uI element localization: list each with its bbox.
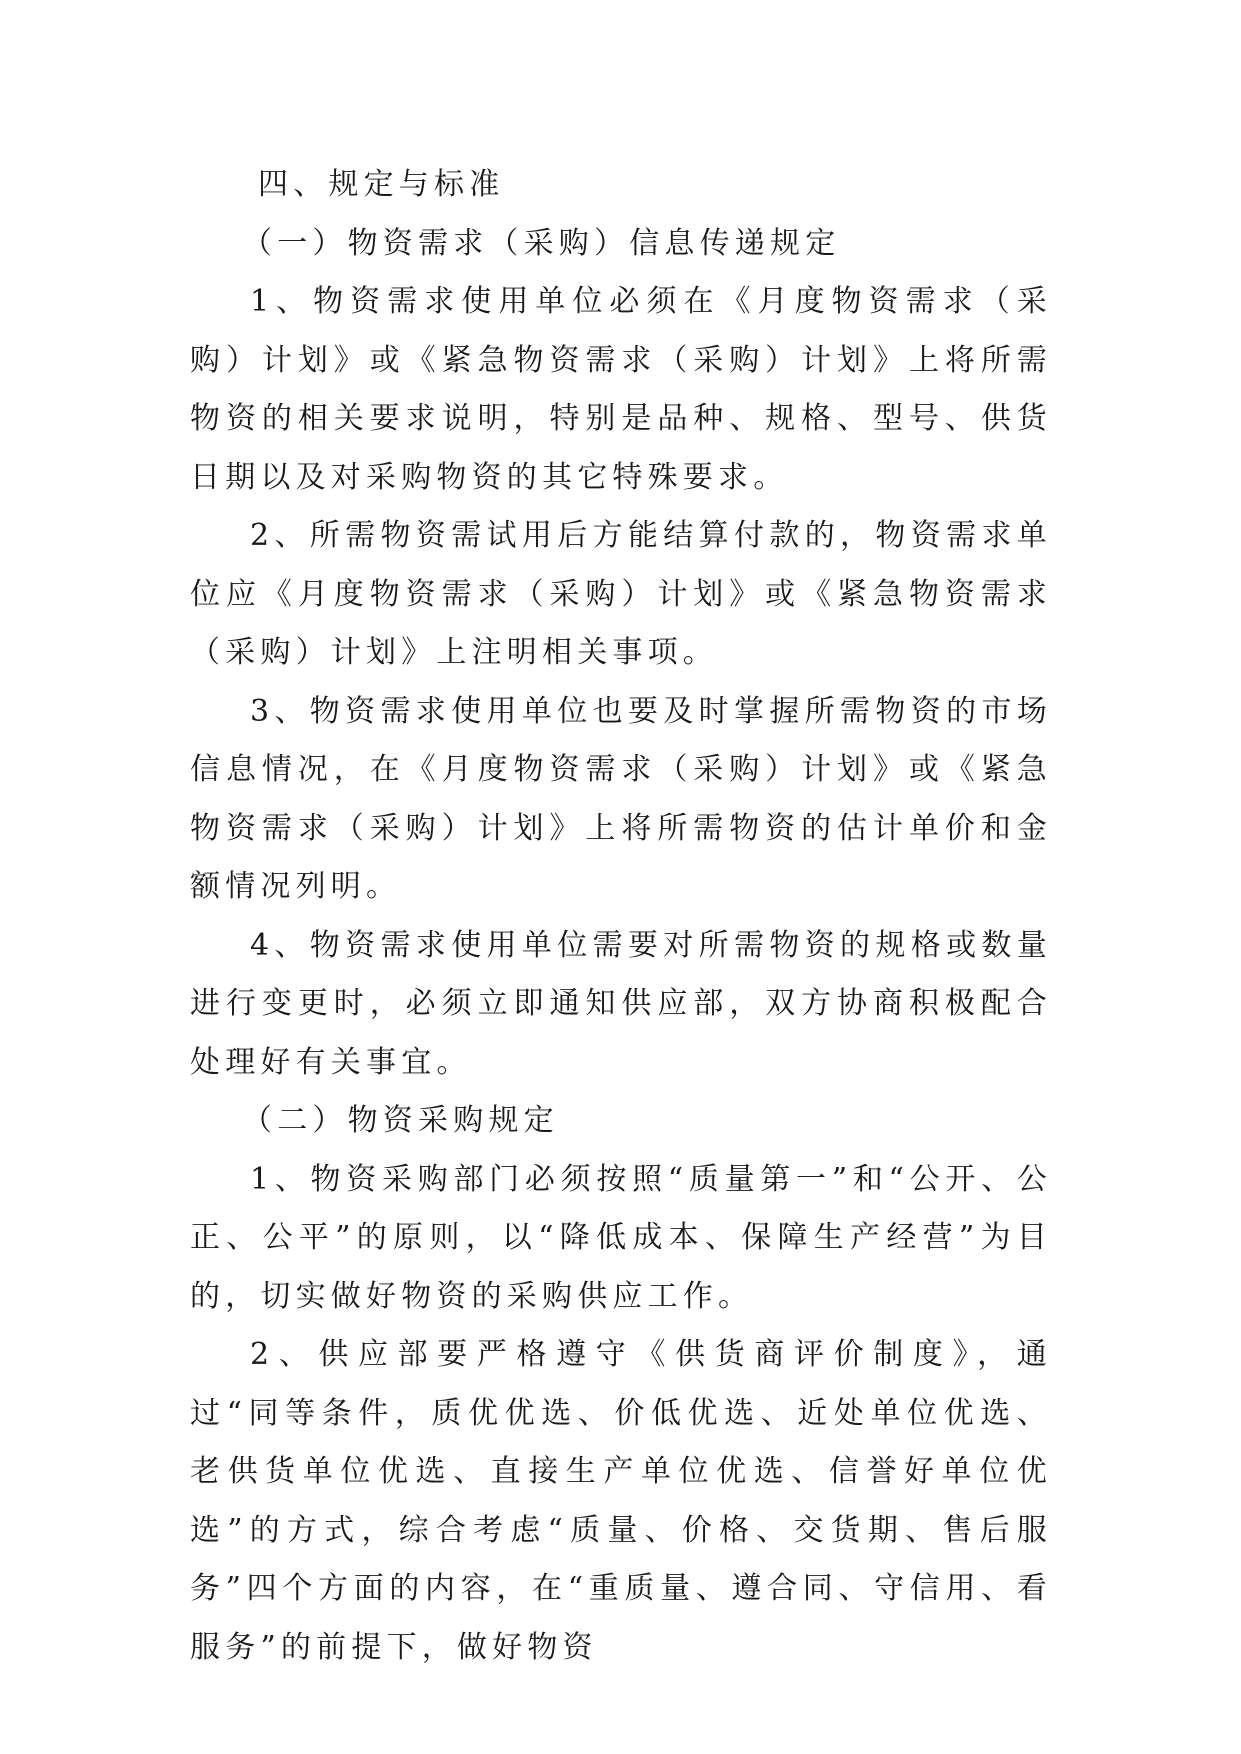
paragraph-1-2: 2、所需物资需试用后方能结算付款的，物资需求单位应《月度物资需求（采购）计划》或《紧急物资需求（采购）计划》上注明相关事项。 <box>190 518 1052 670</box>
document-body <box>190 156 1052 1677</box>
paragraph-1-3: 3、物资需求使用单位也要及时掌握所需物资的市场信息情况，在《月度物资需求（采购）计划》或《紧急物资需求（采购）计划》上将所需物资的估计单价和金额情况列明。 <box>190 693 1052 904</box>
section-title: 四、规定与标准 <box>258 167 505 202</box>
paragraph-1-1: 1、物资需求使用单位必须在《月度物资需求（采购）计划》或《紧急物资需求（采购）计划》上将所需物资的相关要求说明，特别是品种、规格、型号、供货日期以及对采购物资的其它特殊要求。 <box>190 284 1052 495</box>
paragraph-2-1: 1、物资采购部门必须按照“质量第一”和“公开、公正、公平”的原则，以“降低成本、保障生产经营”为目的，切实做好物资的采购供应工作。 <box>190 1161 1052 1314</box>
subsection-title-2: （二）物资采购规定 <box>242 1103 559 1138</box>
subsection-title-1: （一）物资需求（采购）信息传递规定 <box>242 225 841 261</box>
paragraph-1-4: 4、物资需求使用单位需要对所需物资的规格或数量进行变更时，必须立即通知供应部，双方协商积极配合处理好有关事宜。 <box>190 927 1052 1080</box>
paragraph-2-2: 2、供应部要严格遵守《供货商评价制度》，通过“同等条件，质优优选、价低优选、近处单位优选、老供货单位优选、直接生产单位优选、信誉好单位优选”的方式，综合考虑“质量、价格、交货期、售后服务”四个方面的内容，在“重质量、遵合同、守信用、看服务”的前提下，做好物资 <box>190 1337 1052 1665</box>
